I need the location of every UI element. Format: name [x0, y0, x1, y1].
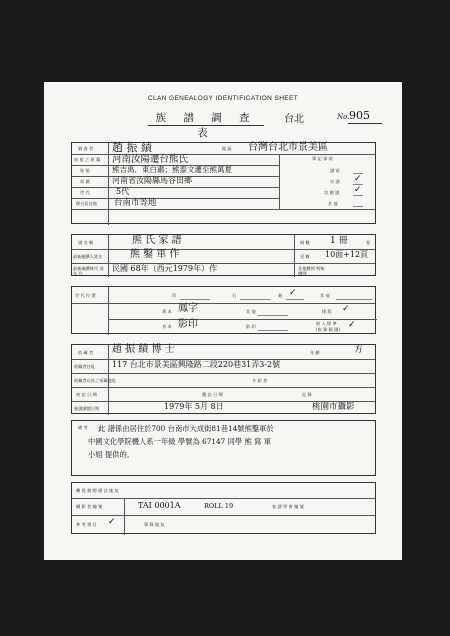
opt-other: 其 他 [328, 201, 338, 206]
status-label: 轉 寫 調 閱 備 註 地 址 [76, 488, 119, 493]
other-style-label: 其他體例 特殊體例 [298, 266, 325, 276]
other-format-label: 其 他 [320, 293, 330, 298]
reel-label: 攝 影 者 編 號 [76, 504, 103, 509]
volumes-label: 冊 數 [300, 240, 310, 245]
check-date-label: 初 訪 日 期 [76, 392, 97, 397]
inclusion-scope-label: (收 錄 範 圍) [316, 327, 341, 332]
age-value: 方 [354, 345, 364, 355]
genealogy-sheet [44, 82, 402, 560]
opt-draft: 譜 前 [330, 168, 340, 173]
title-underline [148, 125, 264, 126]
reel-value: TAI 0001A [138, 501, 181, 510]
yellow-label: 黃 本 [162, 309, 172, 314]
age-label: 年 齡 [310, 350, 320, 355]
yellow-value: 鳳字 [178, 303, 198, 314]
sheet-title: CLAN GENEALOGY IDENTIFICATION SHEET [147, 95, 299, 102]
remark-label: 備 考 [78, 425, 88, 430]
other2-label: 其 他 [246, 309, 256, 314]
volumes-unit: 卷 [366, 240, 371, 245]
informant-label: 調 查 者 [78, 146, 94, 151]
exam-date-label: 族譜調閱日期 [74, 406, 100, 411]
layout-label: 排 版 [322, 309, 332, 314]
format-label: 世 代 位 置 [75, 293, 96, 298]
book-title-value: 熊 氏 家 譜 [132, 235, 182, 246]
ancestor-name-value: 熊吉禹．東白肅；熊泰文遷至熊萬夏 [112, 165, 232, 174]
address-label: 地 區 [222, 146, 232, 151]
revisit-label: 覆 訪 日 期 [202, 392, 223, 397]
section-remarks [71, 420, 376, 476]
stone-label: 石 [232, 293, 237, 298]
number-underline [348, 123, 382, 124]
settle-value: 台南市等地 [114, 198, 157, 208]
generation-label: 世 代 [80, 190, 90, 195]
ancestor-origin-label: 始 祖 之 原 籍 [74, 157, 101, 162]
informant-value: 趙 振 績 [112, 141, 152, 154]
microfilm-label: 家 譜 學 會 編 號 [272, 504, 304, 509]
opt-merit: 功 德 譜 [324, 190, 340, 195]
exam-date-value: 1979年 5月 8日 [164, 402, 224, 411]
other-address-label: 收藏者以外之家藏地址 [74, 378, 116, 383]
introducer-label: 介 紹 者 [252, 378, 268, 383]
date-value: 民國 68年（西元1979年）作 [112, 264, 218, 273]
form-title: 族 譜 調 查 表 [155, 112, 257, 139]
section-filing [71, 482, 376, 534]
settle-label: 移台居住地 [76, 201, 97, 206]
record-label: 記 錄 [302, 392, 312, 397]
pages-value: 10面+12頁 [325, 250, 369, 259]
volumes-value: 1 冊 [330, 236, 348, 246]
pages-label: 頁 數 [300, 254, 310, 259]
check-mark: ✓ [354, 185, 362, 195]
remark-line-3: 小姐 提供的。 [88, 450, 135, 459]
carve-label: 刻 [278, 293, 283, 298]
owner-address-value: 117 台北市景美區興隆路二段220巷31弄3-2號 [112, 360, 281, 369]
section-owner [71, 344, 376, 414]
check-mark: ✓ [289, 288, 297, 298]
owner-label: 收 藏 者 [78, 350, 94, 355]
compiler-value: 熊 鑿 軍 作 [130, 249, 180, 260]
remark-line-1: 此 譜係由居住於700 台南市大成街81巷14號熊鑿軍於 [98, 424, 274, 433]
roll-value: ROLL 19 [204, 502, 234, 510]
origin-label: 原 籍 [80, 179, 90, 184]
section-origin [71, 142, 376, 224]
ancestor-origin-value: 河南汝陽遷台熊氏 [112, 154, 189, 165]
book-title-label: 譜 名 稱 [78, 240, 94, 245]
remark-line-2: 中國文化學院機人系一年級 學號為 67147 同學 熊 寫 軍 [88, 437, 272, 446]
edition-value: 影印 [178, 319, 198, 330]
photocopy-label: 影 印 [246, 324, 256, 329]
section-format [71, 286, 376, 334]
compiler-label: 最新編撰人姓名 [73, 254, 103, 259]
generation-value: 5代 [116, 187, 130, 196]
check-mark: ✓ [348, 320, 356, 330]
note-header: 筆 記 事 項 [312, 156, 333, 161]
edition-label: 刊 本 [162, 324, 172, 329]
check-mark: ✓ [342, 304, 350, 314]
date-label: 最新編撰時代 或 年 代 [73, 266, 104, 276]
helper-label: 筆 錄 地 址 [144, 522, 165, 527]
inclusion-label: 收 入 標 準 [316, 321, 337, 326]
owner-value: 趙 振 績 博 士 [112, 344, 175, 355]
staff-label: 參 考 書 目 [76, 522, 97, 527]
opt-clan: 宗 譜 [330, 179, 340, 184]
address-value: 台灣台北市景美區 [248, 142, 328, 153]
check-mark: ✓ [354, 174, 362, 184]
owner-address-label: 收藏者住址 [74, 364, 95, 369]
number-label: No. [337, 113, 350, 121]
exam-place-value: 桃園市攝影 [312, 402, 355, 412]
ancestor-name-label: 始 祖 [80, 168, 90, 173]
print-label: 印 [172, 293, 177, 298]
check-mark: ✓ [108, 517, 116, 527]
origin-value: 河南省汝陽縣馬谷田鄉 [112, 176, 192, 185]
number-value: 905 [349, 109, 370, 122]
place-handwriting: 台北 [284, 114, 304, 125]
section-book [71, 234, 376, 276]
